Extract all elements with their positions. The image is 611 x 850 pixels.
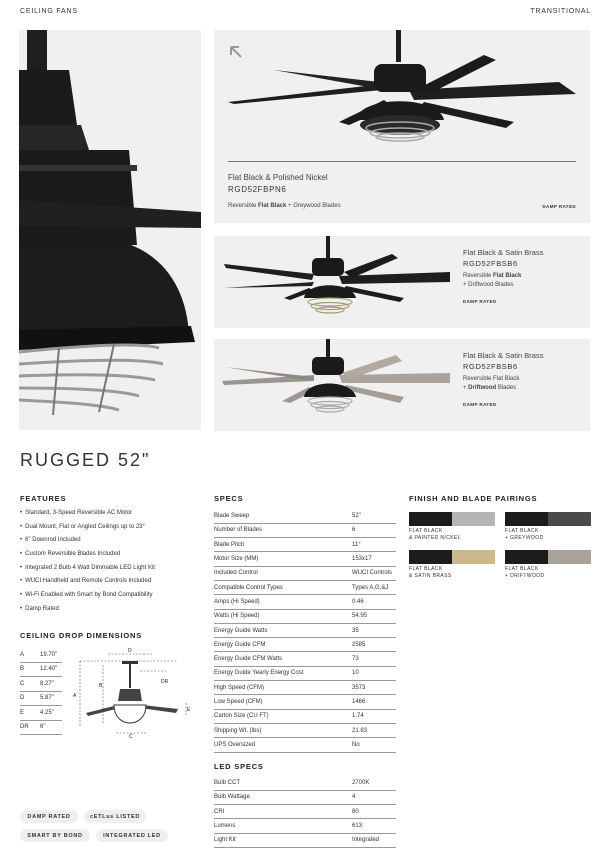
damp-rated-label: DAMP RATED [463,402,497,407]
spec-label: High Speed (CFM) [214,681,352,695]
divider [228,161,576,162]
spec-label: Blade Pitch [214,538,352,552]
table-row [214,538,396,552]
spec-value: 613 [352,819,396,833]
table-row [214,695,396,709]
swatch-accent [548,550,591,564]
pairing-item [505,550,591,580]
led-specs-heading: LED SPECS [214,762,264,771]
tag-integrated-led: INTEGRATED LED [96,829,168,842]
spec-label: Motor Size (MM) [214,552,352,566]
features-heading: FEATURES [20,494,67,503]
spec-value: 2585 [352,638,396,652]
spec-label: Energy Guide CFM Watts [214,652,352,666]
variant-info [463,248,583,304]
spec-label: Energy Guide Yearly Energy Cost [214,666,352,680]
spec-label: CRI [214,805,352,819]
swatch-accent [548,512,591,526]
tag-cetlus-listed: cETLus LISTED [84,810,146,823]
table-row [214,723,396,737]
spec-value: 73 [352,652,396,666]
finish-label: Flat Black & Polished Nickel [228,173,328,182]
table-row [214,666,396,680]
damp-rated-label: DAMP RATED [542,204,576,209]
table-row [214,552,396,566]
spec-value: 80 [352,805,396,819]
features-list [20,510,200,620]
pairing-item [409,512,495,542]
diagram-label-c: C [129,734,133,740]
tag-damp-rated: DAMP RATED [20,810,78,823]
dimensions-table [20,648,62,735]
spec-value: 6 [352,523,396,537]
table-row [214,595,396,609]
list-item: • Dual Mount, Flat or Angled Ceilings up to 23° [20,524,200,538]
category-label: CEILING FANS [20,8,78,15]
diagram-label-dr: DR [161,679,169,685]
sku-label: RGD52FBSB6 [463,259,518,268]
swatch-finish [409,550,452,564]
table-row: E 4.25" [20,706,62,721]
pairings-heading: FINISH AND BLADE PAIRINGS [409,494,538,503]
spec-label: Energy Guide Watts [214,623,352,637]
fan-image-satin-brass [214,236,459,328]
swatch-finish [505,512,548,526]
table-row [214,776,396,790]
spec-value: 10 [352,666,396,680]
diagram-label-e: E [187,707,191,713]
list-item: • 6" Downrod Included [20,537,200,551]
spec-label: Blade Sweep [214,509,352,523]
table-row [214,790,396,804]
table-row [214,566,396,580]
spec-label: Compatible Control Types [214,580,352,594]
pairing-label: FLAT BLACK + DRIFTWOOD [505,566,545,579]
spec-value: 52" [352,509,396,523]
specs-table [214,509,396,753]
table-row [214,805,396,819]
swatch-finish [409,512,452,526]
damp-rated-label: DAMP RATED [463,299,497,304]
blades-label: Reversible Flat Black + Driftwood Blades [463,273,522,288]
dimensions-heading: CEILING DROP DIMENSIONS [20,631,143,640]
list-item: • Wi-Fi Enabled with Smart by Bond Compatibility [20,592,200,606]
spec-label: Amps (Hi Speed) [214,595,352,609]
pairing-label: FLAT BLACK & PAINTED NICKEL [409,528,461,541]
spec-value: Types A,G,&J [352,580,396,594]
table-row [214,509,396,523]
spec-label: Low Speed (CFM) [214,695,352,709]
table-row: C 8.27" [20,677,62,692]
table-row [214,681,396,695]
finish-swatch [505,550,591,564]
finish-label: Flat Black & Satin Brass [463,351,544,360]
table-row [214,638,396,652]
sku-label: RGD52FBSB6 [463,362,518,371]
fan-image-driftwood [214,339,459,431]
table-row [214,738,396,752]
hero-fan-closeup-image [19,30,201,430]
tag-smart-by-bond: SMART BY BOND [20,829,90,842]
spec-value: 54.95 [352,609,396,623]
table-row [214,609,396,623]
spec-label: Shipping Wt. (lbs) [214,723,352,737]
led-specs-table [214,776,396,848]
table-row [214,580,396,594]
variant-info [463,351,583,407]
spec-label: Energy Guide CFM [214,638,352,652]
variant-panel-satin-brass-flat-black [214,236,590,328]
finish-label: Flat Black & Satin Brass [463,248,544,257]
pairing-item [409,550,495,580]
finish-swatch [505,512,591,526]
spec-label: Carton Size (CU FT) [214,709,352,723]
pairing-label: FLAT BLACK & SATIN BRASS [409,566,452,579]
variant-panel-satin-brass-driftwood [214,339,590,431]
finish-swatch [409,550,495,564]
table-row: A 19.70" [20,648,62,663]
list-item: • Damp Rated [20,606,200,620]
sku-label: RGD52FBPN6 [228,185,287,194]
spec-label: Included Control [214,566,352,580]
table-row [214,709,396,723]
list-item: • Standard, 3-Speed Reversible AC Motor [20,510,200,524]
list-item: • Integrated 2 Bulb 4 Watt Dimmable LED Light Kit [20,565,200,579]
table-row: D 5.87" [20,692,62,707]
dimension-diagram [68,645,193,740]
diagram-label-a: A [73,693,77,699]
list-item: • WUCI Handheld and Remote Controls Included [20,578,200,592]
swatch-accent [452,512,495,526]
spec-value: 35 [352,623,396,637]
table-row [214,652,396,666]
spec-value: 0.46 [352,595,396,609]
spec-label: Watts (Hi Speed) [214,609,352,623]
spec-value: 153x17 [352,552,396,566]
spec-value: 4 [352,790,396,804]
spec-value: No [352,738,396,752]
style-label: TRANSITIONAL [530,8,591,15]
swatch-finish [505,550,548,564]
spec-value: Integrated [352,833,396,847]
variant-panel-polished-nickel [214,30,590,223]
top-bar [20,8,591,20]
spec-label: UPS Oversized [214,738,352,752]
pairing-label: FLAT BLACK + GREYWOOD [505,528,544,541]
table-row: DR 6" [20,721,62,736]
list-item: • Custom Reversible Blades Included [20,551,200,565]
spec-value: WUCI Controls [352,566,396,580]
spec-value: 11° [352,538,396,552]
spec-value: 1.74 [352,709,396,723]
blades-label: Reversible Flat Black + Greywood Blades [228,203,341,209]
product-title: RUGGED 52" [20,450,151,470]
spec-label: Number of Blades [214,523,352,537]
spec-label: Bulb CCT [214,776,352,790]
table-row [214,819,396,833]
specs-heading: SPECS [214,494,244,503]
spec-value: 2700K [352,776,396,790]
spec-value: 3573 [352,681,396,695]
fan-image-polished-nickel [214,30,590,160]
spec-label: Light Kit [214,833,352,847]
table-row [214,623,396,637]
diagram-label-b: B [99,683,103,689]
spec-value: 1466 [352,695,396,709]
blades-label: Reversible Flat Black + Driftwood Blades [463,376,520,391]
table-row: B 12.40" [20,663,62,678]
spec-label: Lumens [214,819,352,833]
table-row [214,523,396,537]
finish-swatch [409,512,495,526]
spec-label: Bulb Wattage [214,790,352,804]
swatch-accent [452,550,495,564]
spec-value: 21.83 [352,723,396,737]
diagram-label-d: D [128,648,132,654]
table-row [214,833,396,847]
pairing-item [505,512,591,542]
